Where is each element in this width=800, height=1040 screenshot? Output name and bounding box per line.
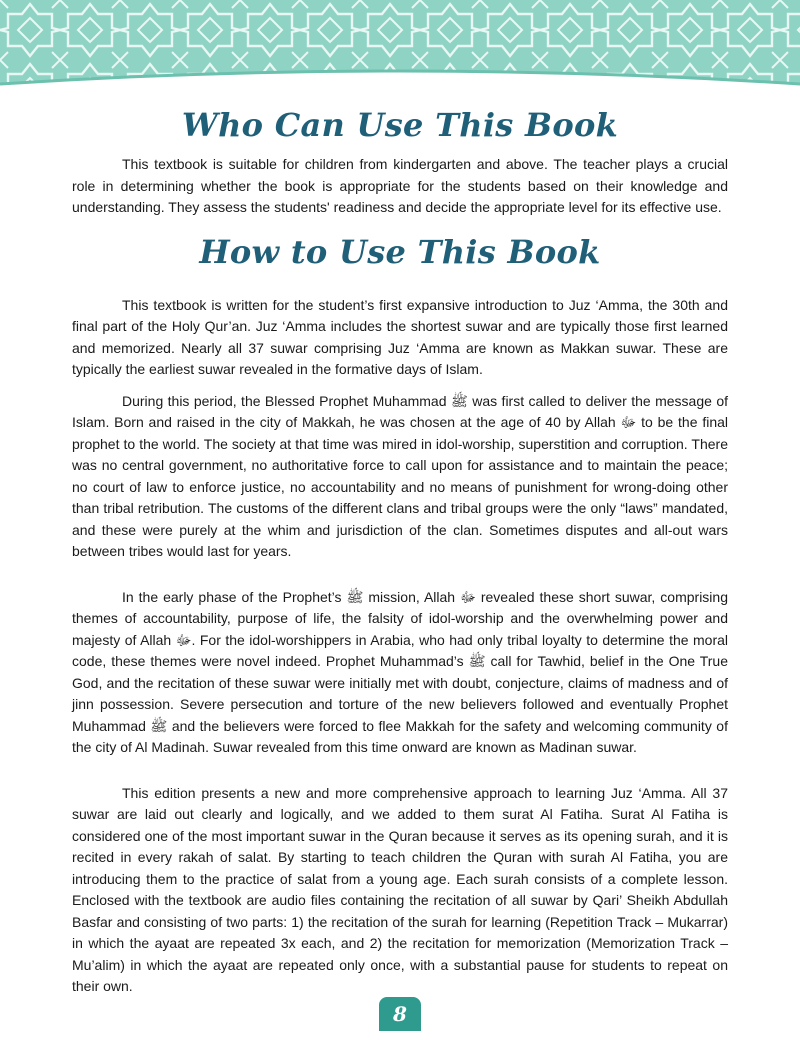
paragraph-historical-context: During this period, the Blessed Prophet Muhammad ﷺ was first called to deliver the message of Islam. Born and raised in the city of Makkah, he was chosen at the age of 40 by Allah ﷻ to be the final prophet to the world. The society at that time was mired in idol-worship, superstition and corruption. There was no central government, no authoritative force to call upon for assistance and to maintain the peace; no court of law to enforce justice, no accountability and no means of punishment for wrong-doing other than tribal retribution. The customs of the different clans and tribal groups were the only “laws” mandated, and these were purely at the whim and jurisdiction of the clan. Sometimes disputes and all-out wars between tribes would last for years. bbox=[72, 392, 729, 559]
paragraph-suitability: This textbook is suitable for children from kindergarten and above. The teacher plays a crucial role in determining whether the book is appropriate for the students based on their knowledge and understanding. They assess the students' readiness and decide the appropriate level for its effective use. bbox=[72, 156, 728, 215]
decorative-header-band bbox=[0, 0, 800, 110]
paragraph-edition-approach: This edition presents a new and more comprehensive approach to learning Juz ‘Amma. All 37 suwar are laid out clearly and logically, and we added to them surat Al Fatiha. Surat Al Fatiha is considered one of the most important suwar in the Quran because it serves as its opening surah, and it is recited in every rakah of salat. By starting to teach children the Quran with surah Al Fatiha, you are introducing them to the practice of salat from a young age. Each surah consists of a complete lesson. Enclosed with the textbook are audio files containing the recitation of all suwar by Qari’ Sheikh Abdullah Basfar and consisting of two parts: 1) the recitation of the surah for learning (Repetition Track – Mukarrar) in which the ayaat are repeated 3x each, and 2) the recitation for memorization (Memorization Track – Mu’alim) in which the ayaat are repeated only once, with a substantial pause for students to repeat on their own. bbox=[72, 784, 728, 994]
paragraph-early-phase: In the early phase of the Prophet’s ﷺ mission, Allah ﷻ revealed these short suwar, comprising themes of accountability, purpose of life, the falsity of idol-worship and the overwhelming power and majesty of Allah ﷻ. For the idol-worshippers in Arabia, who had only tribal loyalty to determine the moral code, these themes were novel indeed. Prophet Muhammad’s ﷺ call for Tawhid, belief in the One True God, and the recitation of these suwar were initially met with doubt, conjecture, claims of madness and of jinn possession. Severe persecution and torture of the new believers followed and eventually Prophet Muhammad ﷺ and the believers were forced to flee Makkah for the safety and welcoming community of the city of Al Madinah. Suwar revealed from this time onward are known as Madinan suwar. bbox=[72, 588, 729, 755]
heading-how-to-use: How to Use This Book bbox=[199, 232, 601, 271]
page-number: 8 bbox=[379, 997, 421, 1031]
paragraph-introduction: This textbook is written for the student’s first expansive introduction to Juz ‘Amma, the 30th and final part of the Holy Qur’an. Juz ‘Amma includes the shortest suwar and are typically those first learned and memorized. Nearly all 37 suwar comprising Juz ‘Amma are known as Makkan suwar. These are typically the earliest suwar revealed in the formative days of Islam. bbox=[72, 296, 728, 377]
page-content bbox=[72, 102, 728, 1008]
heading-who-can-use: Who Can Use This Book bbox=[181, 106, 619, 144]
